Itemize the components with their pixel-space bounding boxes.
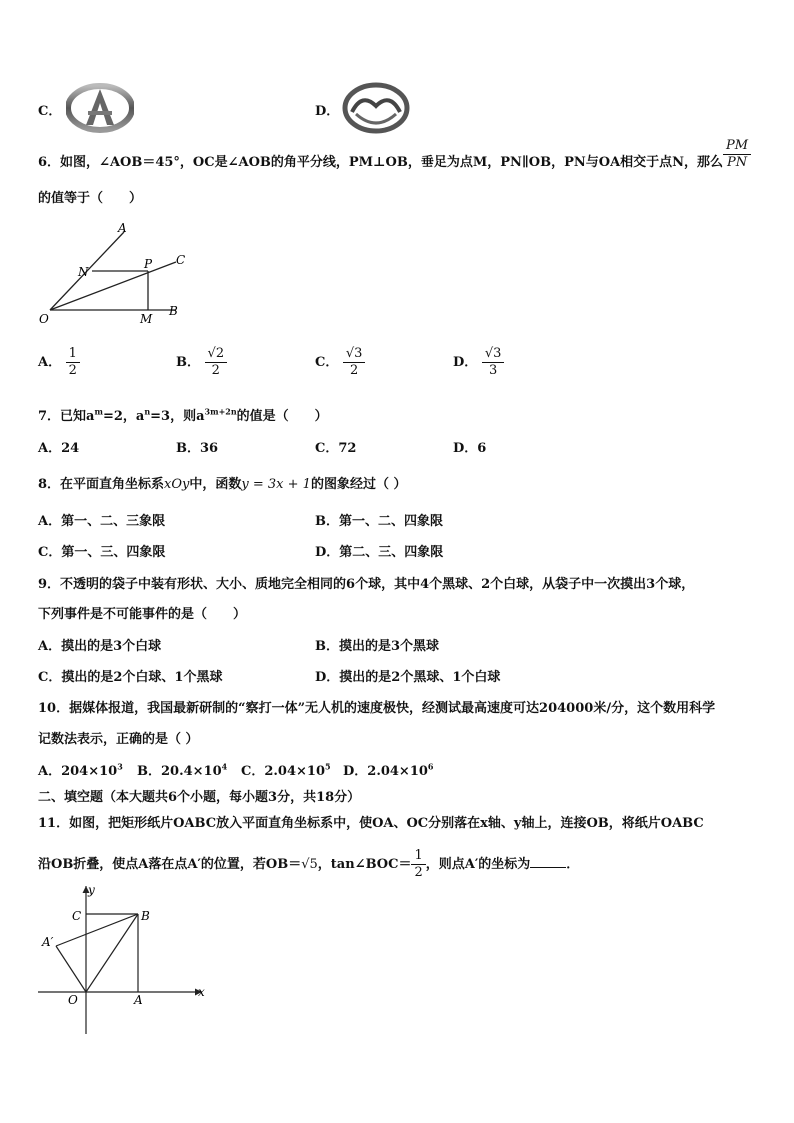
q5-option-c xyxy=(38,100,61,119)
q7-text-c: =3，则a xyxy=(150,409,205,424)
q9-option-a: A．摸出的是3个白球 xyxy=(38,639,162,654)
q6-option-d-den: 3 xyxy=(488,363,498,378)
q9-stem-line2: 下列事件是不可能事件的是（ ） xyxy=(38,607,247,622)
q8-math-function: y = 3x + 1 xyxy=(241,477,311,492)
q6-option-d-label: D． xyxy=(453,355,478,370)
q6-figure xyxy=(36,220,196,330)
q6-fraction xyxy=(723,138,751,171)
q6-option-b xyxy=(176,346,227,379)
q7-option-d: D．6 xyxy=(453,441,487,456)
q10-option-d-exp: 6 xyxy=(427,761,434,772)
label-m: M xyxy=(140,312,153,326)
q6-option-a xyxy=(38,346,80,379)
q7-stem xyxy=(38,405,328,424)
changan-logo-icon xyxy=(66,83,134,133)
q6-option-c-label: C． xyxy=(315,355,339,370)
section-2-heading: 二、填空题（本大题共6个小题，每小题3分，共18分） xyxy=(38,790,361,805)
q8-option-a: A．第一、二、三象限 xyxy=(38,514,166,529)
segment-oa1 xyxy=(56,946,86,992)
q10-option-c-exp: 5 xyxy=(325,761,331,772)
q11-frac-den: 2 xyxy=(414,865,423,880)
q6-option-a-den: 2 xyxy=(68,363,77,378)
q10-option-b xyxy=(137,760,227,779)
q6-text2: 的值等于（ ） xyxy=(38,191,143,206)
q10-option-b-exp: 4 xyxy=(221,761,228,772)
q10-option-a-exp: 3 xyxy=(117,761,123,772)
label-a: A xyxy=(134,993,143,1007)
q7-sup-m: m xyxy=(94,406,103,417)
q10-option-b-base: B．20.4×10 xyxy=(137,764,222,779)
q8-text-a: 8．在平面直角坐标系 xyxy=(38,477,165,492)
q11-text-c: ，则点A′的坐标为 xyxy=(425,857,531,872)
q10-stem-line2: 记数法表示，正确的是（ ） xyxy=(38,732,199,747)
q7-option-c: C．72 xyxy=(315,441,357,456)
segment-ob xyxy=(86,914,138,992)
q6-option-b-den: 2 xyxy=(211,363,220,378)
q5-option-c-label: C． xyxy=(38,104,62,119)
q10-option-a xyxy=(38,760,123,779)
q11-stem-line1: 11．如图，把矩形纸片OABC放入平面直角坐标系中，使OA、OC分别落在x轴、y轴上，连接OB，将纸片OABC xyxy=(38,816,704,831)
label-p: P xyxy=(144,257,153,271)
q11-text-d: ． xyxy=(566,857,580,872)
q7-option-a: A．24 xyxy=(38,441,80,456)
q8-option-b: B．第一、二、四象限 xyxy=(315,514,443,529)
label-n: N xyxy=(78,265,89,279)
label-b: B xyxy=(141,909,150,923)
q6-option-c xyxy=(315,346,365,379)
q7-text-d: 的值是（ ） xyxy=(236,409,328,424)
q8-text-c: 的图象经过（ ） xyxy=(310,477,407,492)
q11-answer-blank[interactable] xyxy=(530,855,566,868)
q9-option-c: C．摸出的是2个白球、1个黑球 xyxy=(38,670,223,685)
q6-stem-line1 xyxy=(38,151,723,170)
q6-option-a-num: 1 xyxy=(66,346,80,363)
q8-option-c: C．第一、三、四象限 xyxy=(38,545,166,560)
q9-option-b: B．摸出的是3个黑球 xyxy=(315,639,440,654)
q9-option-d: D．摸出的是2个黑球、1个白球 xyxy=(315,670,501,685)
q6-option-c-den: 2 xyxy=(350,363,359,378)
q10-stem-line1: 10．据媒体报道，我国最新研制的“察打一体”无人机的速度极快，经测试最高速度可达204000米/分，这个数用科学 xyxy=(38,701,716,716)
label-y: y xyxy=(88,883,95,897)
q6-frac-num: PM xyxy=(723,138,751,155)
q10-option-c-base: C．2.04×10 xyxy=(241,764,325,779)
q6-option-b-label: B． xyxy=(176,355,200,370)
q11-figure xyxy=(36,880,212,1036)
q5-option-d xyxy=(315,100,339,119)
label-b: B xyxy=(169,304,178,318)
q10-option-c xyxy=(241,760,331,779)
q6-option-b-num: √2 xyxy=(205,346,228,363)
q8-option-d: D．第二、三、四象限 xyxy=(315,545,444,560)
label-x: x xyxy=(198,985,205,999)
q7-option-b: B．36 xyxy=(176,441,219,456)
q10-option-d-base: D．2.04×10 xyxy=(343,764,428,779)
q7-sup-n: n xyxy=(144,406,151,417)
q5-option-d-label: D． xyxy=(315,104,340,119)
q9-stem-line1: 9．不透明的袋子中装有形状、大小、质地完全相同的6个球，其中4个黑球、2个白球，从袋子中一次摸出3个球， xyxy=(38,577,695,592)
q6-text: 如图，∠AOB＝45°，OC是∠AOB的角平分线，PM⊥OB，垂足为点M，PN∥OB，PN与OA相交于点N，那么 xyxy=(60,155,724,170)
q8-math-xoy: xOy xyxy=(164,477,190,492)
q7-sup-expr: 3m+2n xyxy=(204,406,237,417)
q6-option-c-num: √3 xyxy=(343,346,366,363)
q6-option-d-num: √3 xyxy=(482,346,505,363)
q6-option-a-label: A． xyxy=(38,355,62,370)
q6-number: 6． xyxy=(38,155,61,170)
q11-text-b: ，tan∠BOC＝ xyxy=(317,857,412,872)
q8-stem xyxy=(38,473,406,492)
q7-text-a: 7．已知a xyxy=(38,409,95,424)
q11-text-a: 沿OB折叠，使点A落在点A′的位置，若OB＝ xyxy=(38,857,302,872)
segment-a1b xyxy=(56,914,138,946)
q10-option-d xyxy=(343,760,434,779)
q11-frac-num: 1 xyxy=(411,848,425,865)
q6-option-d xyxy=(453,346,504,379)
q11-stem-line2 xyxy=(38,848,579,881)
label-a-prime: A′ xyxy=(42,935,54,949)
label-a: A xyxy=(118,221,127,235)
q6-frac-den: PN xyxy=(726,155,748,170)
label-o: O xyxy=(68,993,78,1007)
q11-sqrt5: √5 xyxy=(301,857,318,872)
label-o: O xyxy=(39,312,49,326)
q7-text-b: =2，a xyxy=(102,409,145,424)
q10-option-a-base: A．204×10 xyxy=(38,764,118,779)
label-c: C xyxy=(72,909,82,923)
ray-oc xyxy=(50,262,176,310)
mazda-logo-icon xyxy=(342,82,410,134)
q6-stem-line2 xyxy=(38,187,142,206)
q8-text-b: 中，函数 xyxy=(189,477,242,492)
label-c: C xyxy=(176,253,186,267)
